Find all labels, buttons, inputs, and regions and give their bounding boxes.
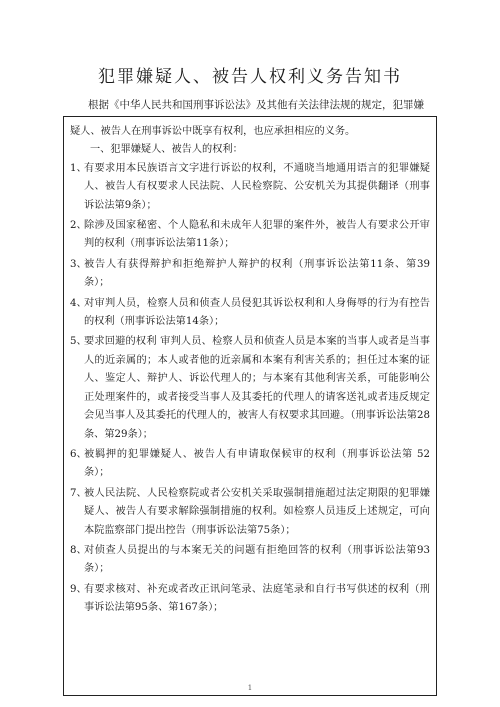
page-number: 1	[247, 684, 253, 692]
list-item	[70, 160, 430, 215]
item-number: 4、	[70, 297, 87, 309]
list-item	[70, 295, 430, 332]
item-number: 9、	[70, 583, 87, 595]
list-item	[70, 446, 430, 483]
item-text: 有要求用本民族语言文字进行诉讼的权利，不通晓当地通用语言的犯罪嫌疑人、被告人有权要求人民法院、人民检察院、公安机关为其提供翻译（刑事诉讼法第9条）；	[84, 162, 430, 211]
document-title: 犯罪嫌疑人、被告人权利义务告知书	[98, 67, 402, 87]
section-heading: 一、犯罪嫌疑人、被告人的权利：	[90, 144, 243, 156]
item-number: 7、	[70, 487, 87, 499]
list-item	[70, 217, 430, 254]
item-text: 对侦查人员提出的与本案无关的问题有拒绝回答的权利（刑事诉讼法第93条）；	[84, 544, 430, 575]
item-text: 对审判人员，检察人员和侦查人员侵犯其诉讼权利和人身侮辱的行为有控告的权利（刑事诉讼法第14条）；	[84, 297, 430, 328]
item-text: 除涉及国家秘密、个人隐私和未成年人犯罪的案件外，被告人有要求公开审判的权利（刑事诉讼法第11条）；	[84, 220, 430, 250]
item-text: 被羁押的犯罪嫌疑人、被告人有申请取保候审的权利（刑事诉讼法第 52条）；	[84, 448, 430, 479]
item-number: 6、	[70, 448, 87, 460]
item-number: 1、	[70, 162, 87, 174]
list-item	[70, 542, 430, 579]
item-number: 3、	[70, 258, 87, 270]
list-item	[70, 581, 430, 618]
item-text: 被告人有获得辩护和拒绝辩护人辩护的权利（刑事诉讼法第11条、第39条）；	[84, 258, 430, 289]
item-number: 5、	[70, 336, 87, 348]
item-number: 8、	[70, 544, 87, 556]
list-item	[70, 333, 430, 443]
item-text: 被人民法院、人民检察院或者公安机关采取强制措施超过法定期限的犯罪嫌疑人、被告人有要求解除强制措施的权利。如检察人员违反上述规定，可向本院监察部门提出控告（刑事诉讼法第75条）；	[84, 487, 430, 536]
intro-text-line2: 疑人、被告人在刑事诉讼中既享有权利，也应承担相应的义务。	[70, 126, 356, 137]
rights-list	[70, 160, 430, 618]
list-item	[70, 485, 430, 540]
item-text: 要求回避的权利 审判人员、检察人员和侦查人员是本案的当事人或者是当事人的近亲属的；本人或者他的近亲属和本案有利害关系的；担任过本案的证人、鉴定人、辩护人、诉讼代理人的；与本案有其他利害关系，可能影响公正处理案件的，或者接受当事人及其委托的代理人的请客送礼或者违反规定会见当事人及其委托的代理人的，被害人有权要求其回避。（刑事诉讼法第28条、第29条）；	[84, 336, 430, 440]
rights-box	[63, 116, 437, 696]
intro-text-line1: 根据《中华人民共和国刑事诉讼法》及其他有关法律法规的规定，犯罪嫌	[88, 99, 424, 111]
item-text: 有要求核对、补充或者改正讯问笔录、法庭笔录和自行书写供述的权利（刑事诉讼法第95条、第167条）；	[84, 583, 430, 614]
list-item	[70, 256, 430, 293]
item-number: 2、	[70, 220, 87, 232]
